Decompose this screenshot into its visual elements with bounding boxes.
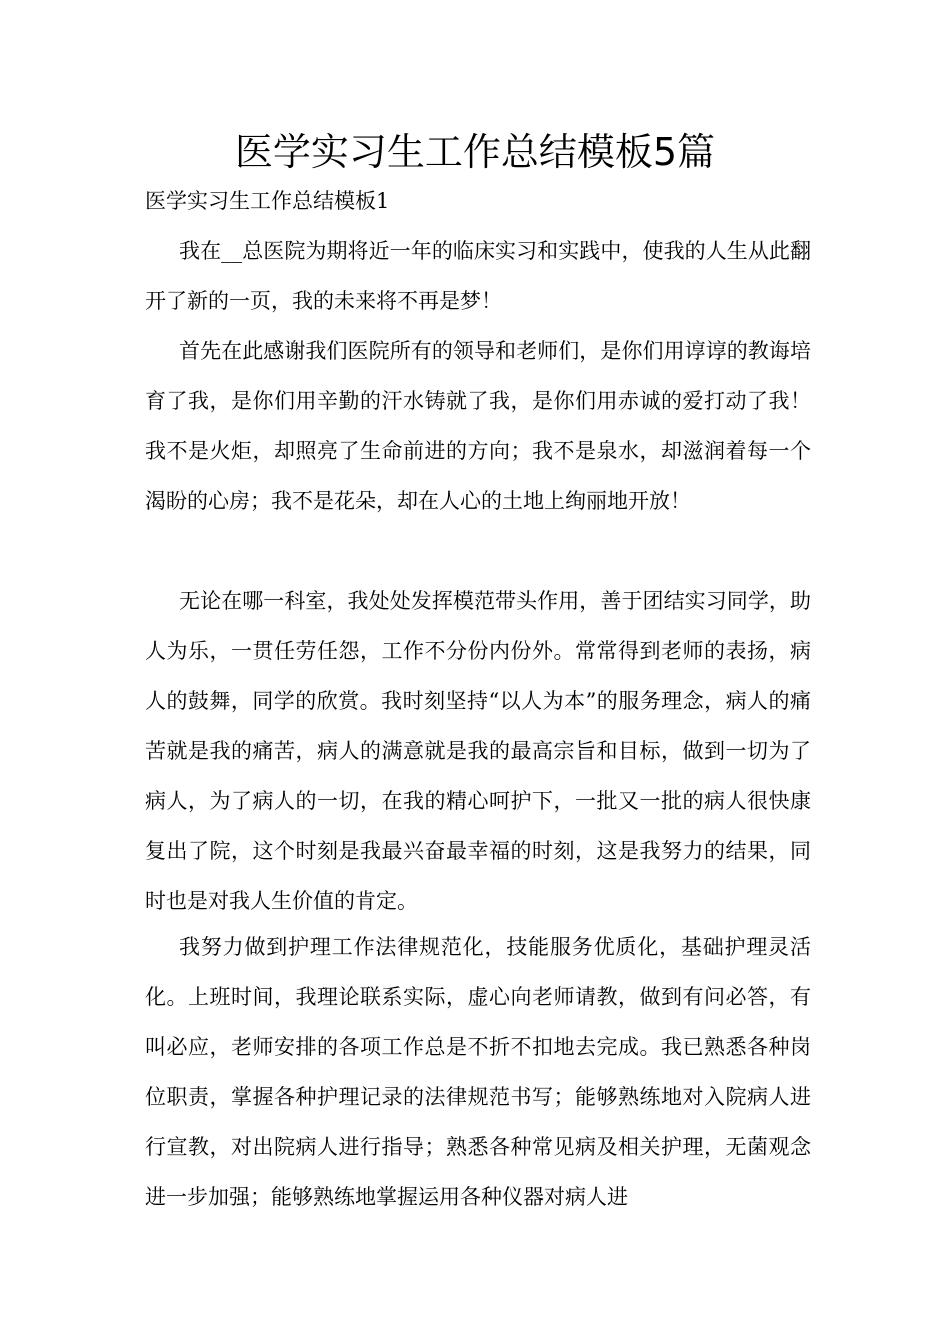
paragraph-3: 无论在哪一科室，我处处发挥模范带头作用，善于团结实习同学，助人为乐，一贯任劳任怨，工作不分份内份外。常常得到老师的表扬，病人的鼓舞，同学的欣赏。我时刻坚持“以人为本”的服务理念，病人的痛苦就是我的痛苦，病人的满意就是我的最高宗旨和目标，做到一切为了病人，为了病人的一切，在我的精心呵护下，一批又一批的病人很快康复出了院，这个时刻是我最兴奋最幸福的时刻，这是我努力的结果，同时也是对我人生价值的肯定。 [145,589,811,913]
paragraph-2: 首先在此感谢我们医院所有的领导和老师们，是你们用谆谆的教诲培育了我，是你们用辛勤的汗水铸就了我，是你们用赤诚的爱打动了我！我不是火炬，却照亮了生命前进的方向；我不是泉水，却滋润着每一个渴盼的心房；我不是花朵，却在人心的土地上绚丽地开放！ [145,339,811,513]
section-subtitle: 医学实习生工作总结模板1 [145,189,390,213]
paragraph-4: 我努力做到护理工作法律规范化，技能服务优质化，基础护理灵活化。上班时间，我理论联系实际，虚心向老师请教，做到有问必答，有叫必应，老师安排的各项工作总是不折不扣地去完成。我已熟悉各种岗位职责，掌握各种护理记录的法律规范书写；能够熟练地对入院病人进行宣教，对出院病人进行指导；熟悉各种常见病及相关护理，无菌观念进一步加强；能够熟练地掌握运用各种仪器对病人进 [145,935,811,1209]
paragraph-1: 我在__总医院为期将近一年的临床实习和实践中，使我的人生从此翻开了新的一页，我的未来将不再是梦！ [145,239,811,313]
document-title: 医学实习生工作总结模板5篇 [234,130,716,174]
